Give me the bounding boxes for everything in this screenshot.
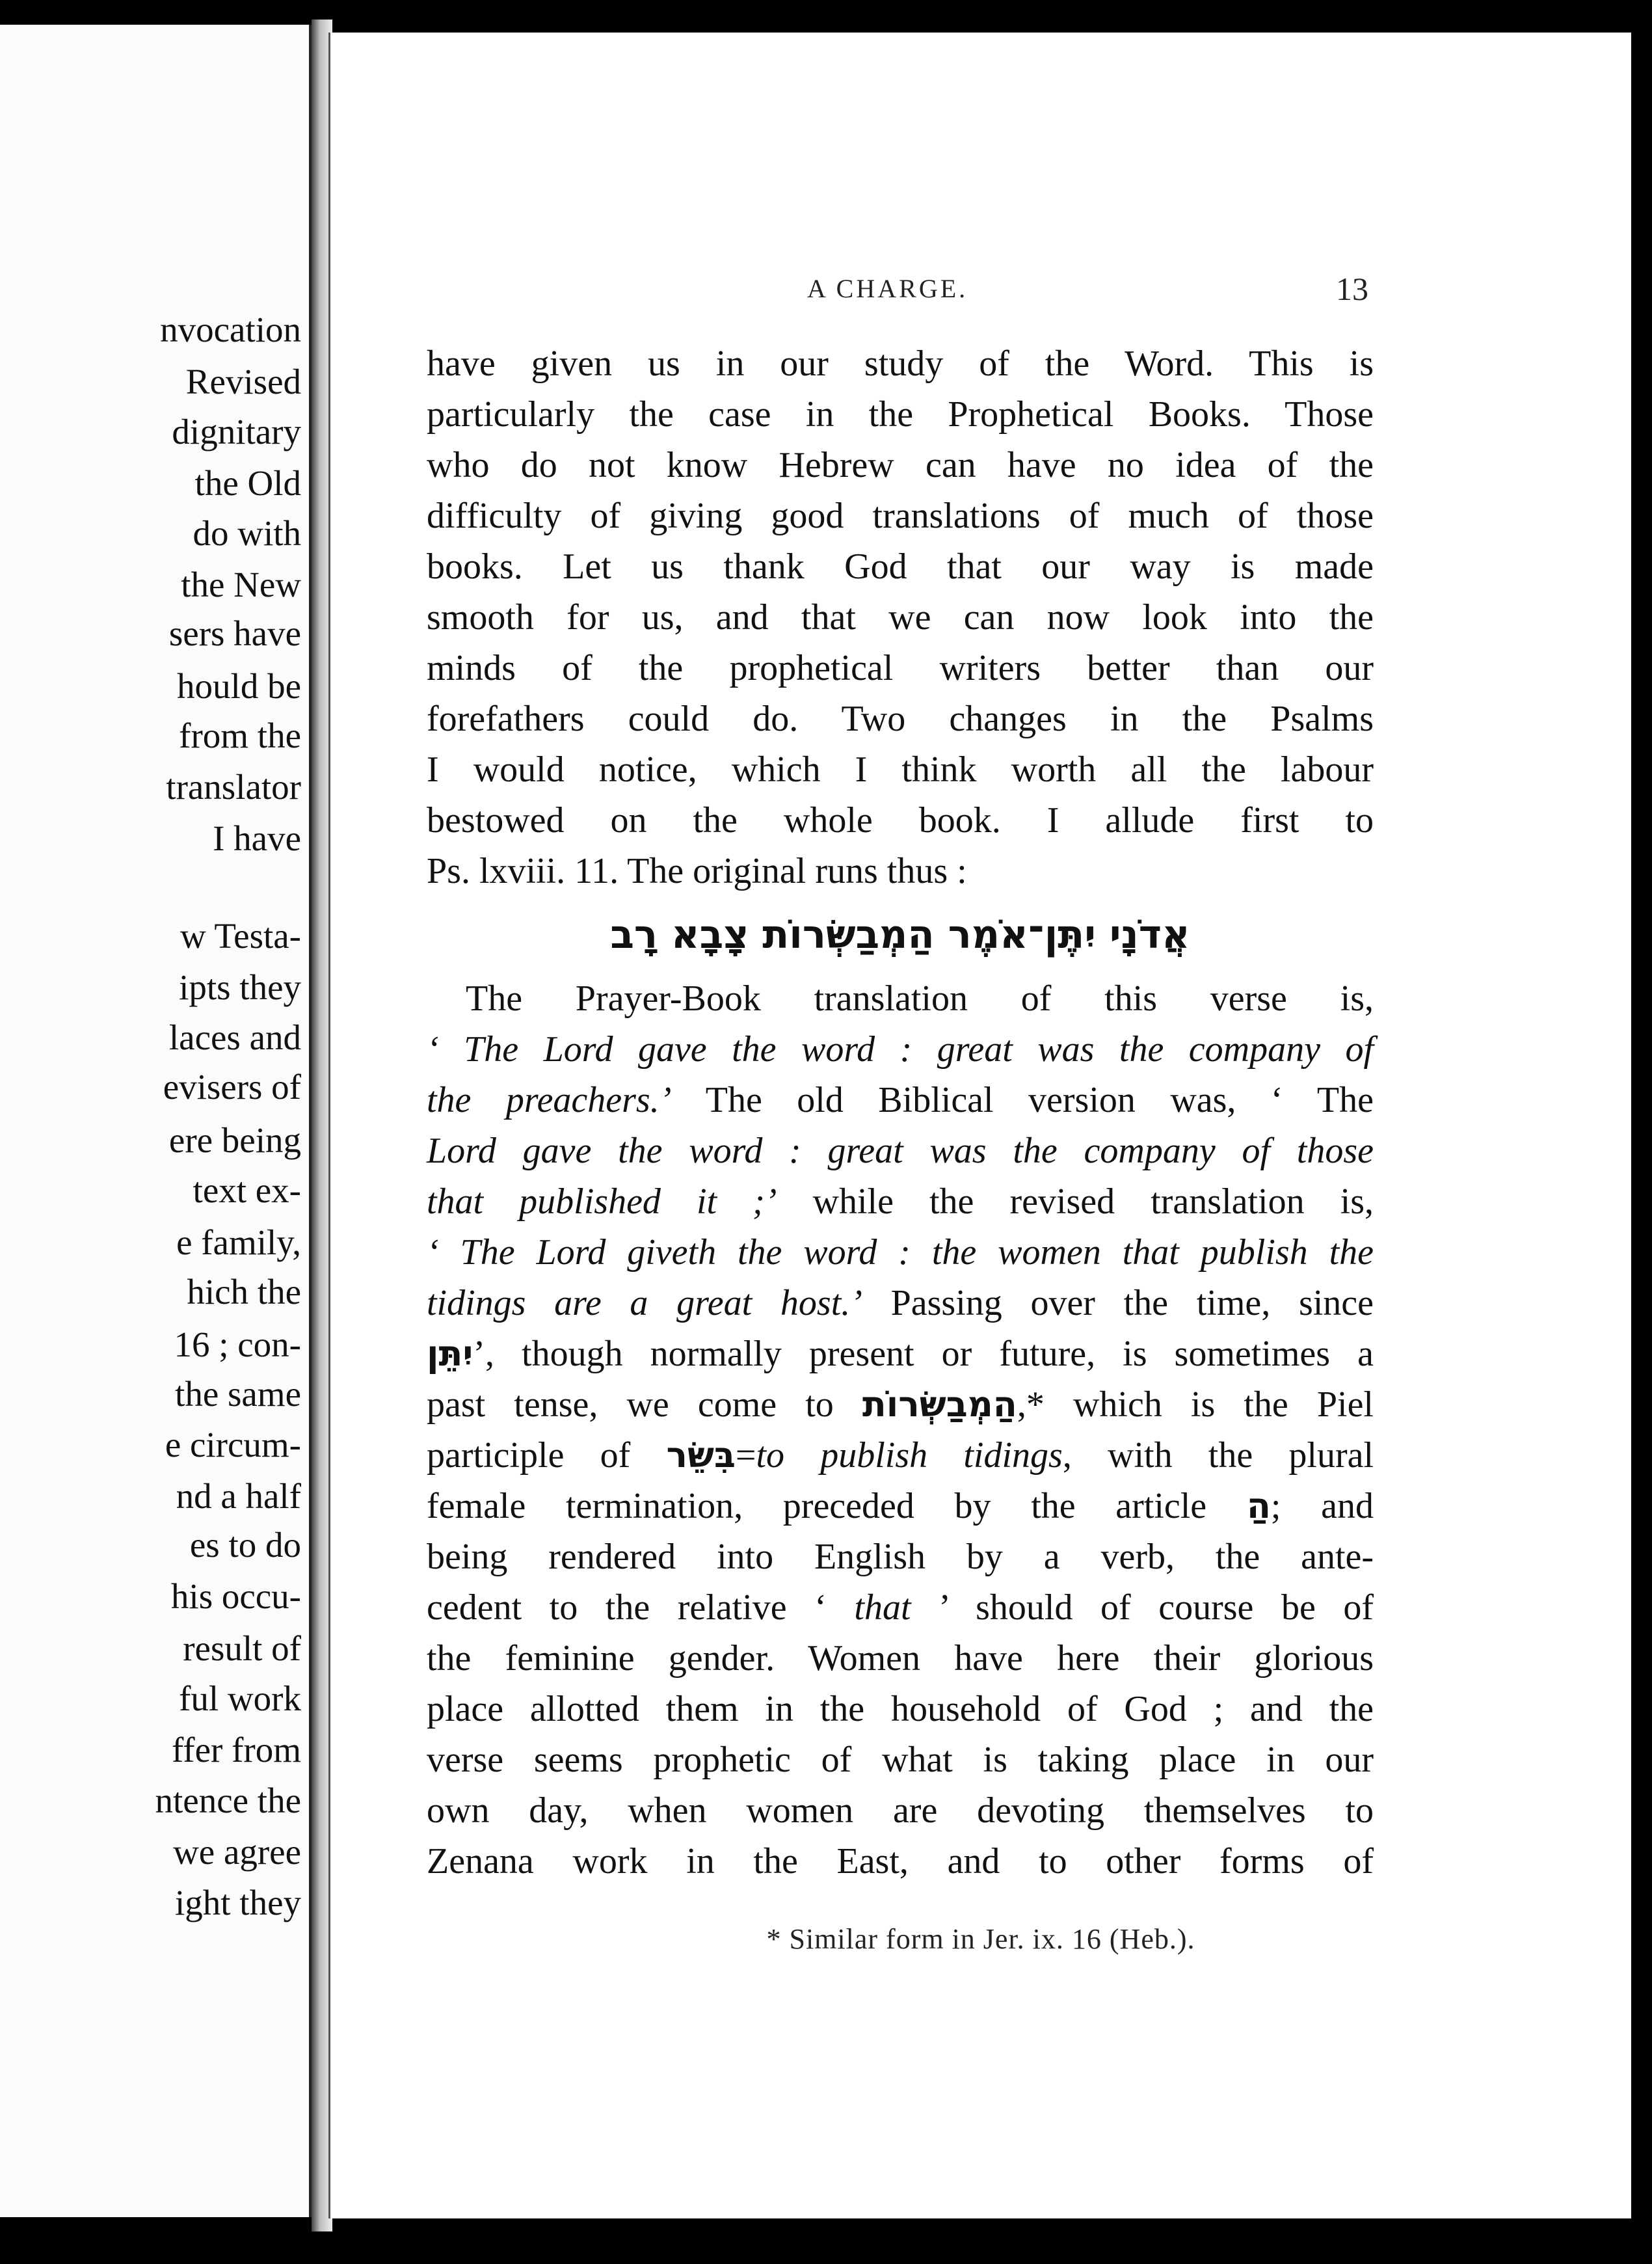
left-page-fragment: translator — [166, 767, 301, 807]
left-page-fragment: nvocation — [160, 310, 301, 349]
left-page-fragment: evisers of — [163, 1067, 301, 1107]
text-line — [427, 1582, 1374, 1633]
text-line: difficulty of giving good translations of much of those — [427, 496, 1374, 536]
left-page-fragment: dignitary — [172, 412, 301, 451]
footnote: * Similar form in Jer. ix. 16 (Heb.). — [766, 1923, 1195, 1955]
left-page-fragment: ffer from — [171, 1730, 301, 1770]
left-page-fragment: w Testa- — [180, 916, 301, 956]
text-run: cedent to the relative ‘ — [427, 1587, 855, 1628]
left-page-fragment: laces and — [168, 1017, 301, 1057]
text-line: have given us in our study of the Word. This is — [427, 344, 1374, 384]
text-line: forefathers could do. Two changes in the Psalms — [427, 699, 1374, 739]
text-run: , with the plural — [1062, 1435, 1374, 1476]
italic-text: that published it ;’ — [427, 1181, 777, 1222]
left-page-fragment: ight they — [174, 1883, 301, 1922]
hebrew-word: יִתֵּן — [427, 1333, 473, 1374]
text-run: ,* which is the Piel — [1017, 1384, 1374, 1425]
text-line — [427, 1125, 1374, 1176]
left-page-fragment: nd a half — [176, 1476, 301, 1516]
text-line — [427, 1430, 1374, 1481]
left-page-fragment: ful work — [179, 1678, 301, 1718]
text-line: smooth for us, and that we can now look into the — [427, 597, 1374, 638]
text-line — [427, 1379, 1374, 1430]
left-page-fragment: his occu- — [170, 1576, 301, 1616]
text-run: while the revised translation is, — [777, 1181, 1374, 1222]
text-line — [427, 1328, 1374, 1379]
right-page — [328, 33, 1631, 2218]
left-page-fragment: text ex- — [193, 1170, 301, 1210]
left-page-fragment: ere being — [168, 1120, 301, 1160]
text-line: the feminine gender. Women have here their glorious — [427, 1638, 1374, 1678]
left-page-fragment: result of — [183, 1628, 301, 1668]
left-page-fragment: do with — [193, 513, 301, 553]
hebrew-word: הַמְבַשְּׂרוֹת — [862, 1384, 1017, 1425]
text-line: place allotted them in the household of God ; and the — [427, 1689, 1374, 1729]
italic-text: ‘ The Lord gave the word : great was the company of — [427, 1029, 1374, 1070]
text-line — [427, 1278, 1374, 1328]
left-page-fragment: we agree — [173, 1832, 301, 1872]
text-run: participle of — [427, 1435, 667, 1476]
text-line: who do not know Hebrew can have no idea of the — [427, 445, 1374, 485]
italic-text: that — [854, 1587, 911, 1628]
page-number: 13 — [1336, 271, 1368, 307]
left-page-fragment: es to do — [189, 1525, 301, 1565]
text-line: Zenana work in the East, and to other forms of — [427, 1841, 1374, 1881]
left-page — [0, 25, 312, 2217]
left-page-fragment: the New — [181, 565, 301, 604]
italic-text: tidings are a great host.’ — [427, 1283, 862, 1323]
text-line: verse seems prophetic of what is taking place in our — [427, 1740, 1374, 1780]
left-page-fragment: the Old — [194, 463, 301, 503]
text-line: books. Let us thank God that our way is made — [427, 546, 1374, 587]
left-page-fragment: e family, — [176, 1222, 301, 1262]
left-page-fragment: e circum- — [165, 1425, 301, 1464]
text-line — [427, 1075, 1374, 1125]
text-line: own day, when women are devoting themselves to — [427, 1790, 1374, 1831]
text-line: Ps. lxviii. 11. The original runs thus : — [427, 851, 967, 891]
italic-text: Lord gave the word : great was the company of those — [427, 1131, 1374, 1171]
hebrew-quotation: אֲדֹנָי יִתֶּן־אֹמֶר הַמְבַשְּׂרוֹת צָבָא רָב — [610, 912, 1190, 958]
paragraph-1 — [427, 338, 1374, 1887]
italic-text: the preachers.’ — [427, 1080, 672, 1120]
left-page-fragment: 16 ; con- — [174, 1325, 301, 1364]
page-header — [330, 273, 1631, 312]
left-page-fragment: hould be — [177, 666, 301, 706]
running-head: A CHARGE. — [807, 274, 968, 303]
italic-text: to publish tidings — [756, 1435, 1063, 1476]
text-line: bestowed on the whole book. I allude first to — [427, 800, 1374, 841]
text-line — [427, 1227, 1374, 1278]
text-line: particularly the case in the Prophetical Books. Those — [427, 394, 1374, 435]
text-line — [427, 1024, 1374, 1075]
text-run: ; and — [1270, 1486, 1374, 1526]
text-run: = — [735, 1435, 756, 1476]
text-line — [427, 1481, 1374, 1531]
text-line: I would notice, which I think worth all the labour — [427, 749, 1374, 790]
left-page-fragment: hich the — [187, 1272, 301, 1312]
text-line: being rendered into English by a verb, the ante- — [427, 1537, 1374, 1577]
left-page-fragment: ipts they — [179, 967, 301, 1007]
text-run: ’ should of course be of — [911, 1587, 1374, 1628]
italic-text: ‘ The Lord giveth the word : the women that publish the — [427, 1232, 1374, 1273]
left-page-fragment: I have — [213, 818, 301, 858]
text-run: female termination, preceded by the article — [427, 1486, 1247, 1526]
left-page-fragment: Revised — [185, 362, 301, 401]
left-page-fragment: the same — [175, 1374, 301, 1414]
text-line — [427, 1176, 1374, 1227]
left-page-fragment: from the — [179, 716, 301, 755]
left-page-fragment: ntence the — [155, 1781, 301, 1820]
text-line: minds of the prophetical writers better than our — [427, 648, 1374, 688]
text-run: The old Biblical version was, ‘ The — [671, 1080, 1374, 1120]
text-run: ’, though normally present or future, is sometimes a — [473, 1334, 1374, 1374]
text-run: past tense, we come to — [427, 1384, 862, 1425]
left-page-fragment: sers have — [168, 613, 301, 653]
text-run: Passing over the time, since — [862, 1283, 1374, 1323]
hebrew-word: בִּשֵּׂר — [666, 1435, 736, 1476]
text-line: The Prayer-Book translation of this verse is, — [466, 978, 1374, 1019]
hebrew-word: הַ — [1246, 1485, 1271, 1526]
